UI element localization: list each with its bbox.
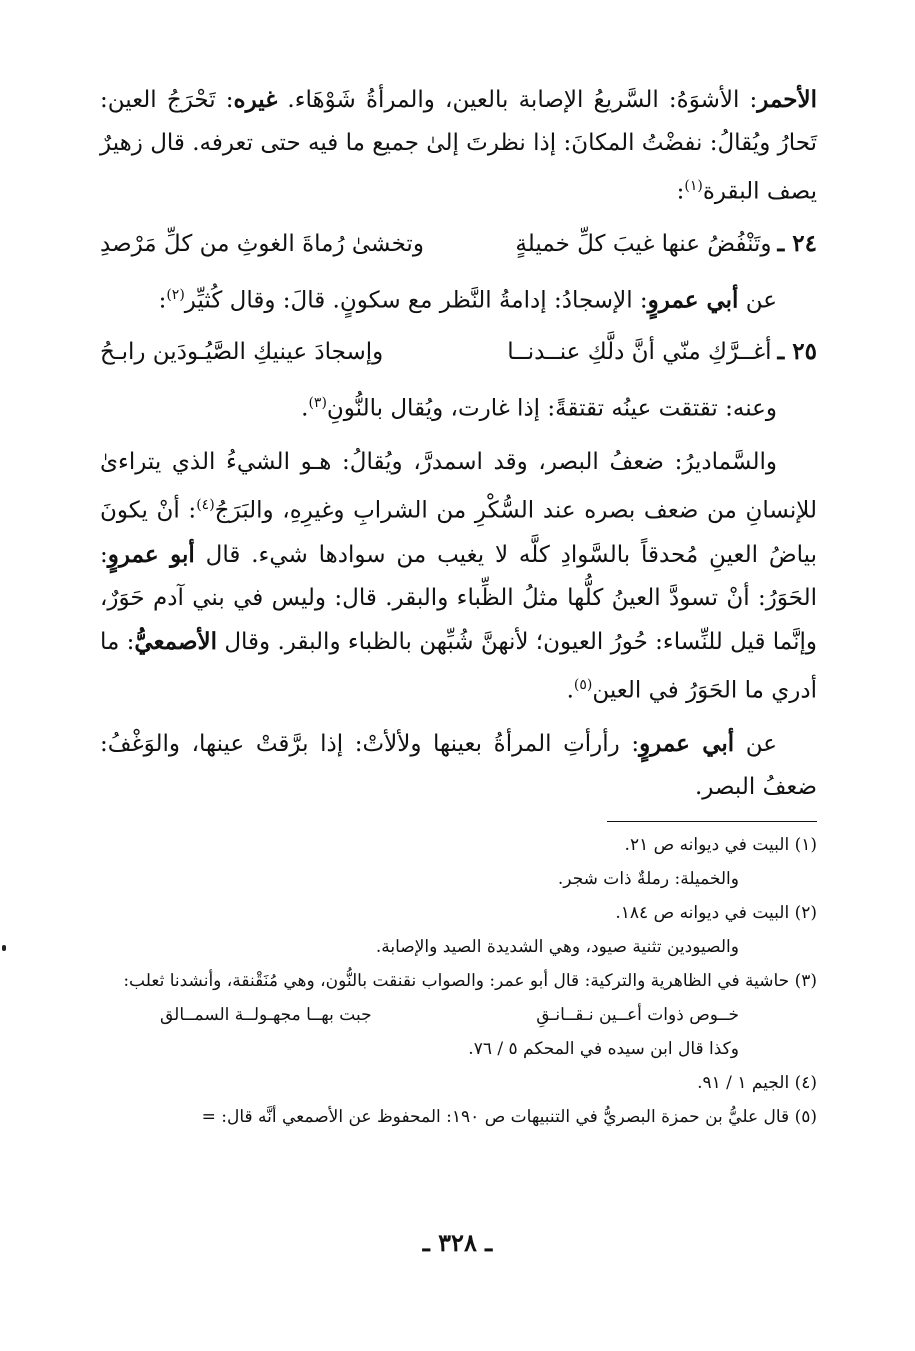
- footnote-ref: (٥): [573, 676, 593, 693]
- author-name: أبو عمروٍ: [107, 540, 195, 568]
- text: : ما أدري ما الحَوَرُ في العين: [100, 628, 817, 704]
- footnote-ref: (٢): [166, 286, 185, 303]
- footnote-ref: (٣): [308, 395, 327, 412]
- text: : رأرأتِ المرأةُ بعينها ولألأتْ: إذا برَّقتْ عينها، والوَغْفُ: ضعفُ البصر.: [100, 731, 817, 801]
- footnote-2: (٢) البيت في ديوانه ص ١٨٤.: [615, 903, 817, 924]
- footnotes: [100, 828, 817, 1134]
- punctuation: .: [566, 677, 574, 704]
- text: وعنه: تقتقت عينُه تقتقةً: إذا غارت، ويُقال بالنُّونِ: [326, 395, 777, 422]
- footnote-4: (٤) الجيم ١ / ٩١.: [697, 1073, 817, 1094]
- punctuation: :: [158, 287, 167, 314]
- paragraph-4: [100, 441, 817, 712]
- verse-second-hemistich: وتخشىٰ رُماةَ الغوثِ من كلِّ مَرْصدِ: [100, 230, 424, 257]
- paragraph-2: [100, 274, 817, 323]
- footnote-3-detail: وكذا قال ابن سيده في المحكم ٥ / ٧٦.: [468, 1039, 739, 1060]
- author-name: الأحمر: [757, 86, 817, 113]
- footnote-ref: (١): [684, 178, 703, 194]
- author-name: أبي عمروٍ: [639, 730, 735, 758]
- text: والسَّماديرُ: ضعفُ البصر، وقد اسمدرَّ، ويُقالُ: هـو الشيءُ الذي يتراءىٰ للإنسانِ من ضعف بصره عند السُّكْرِ من الشرابِ وغيرِهِ، والبَرَجُ: [100, 448, 818, 524]
- punctuation: .: [301, 395, 309, 422]
- emphasis-word: غيره: [233, 86, 278, 113]
- verse-first-hemistich: أغــرَّكِ منّي أنَّ دلَّكِ عنــدنــا: [507, 339, 772, 366]
- verse-first-hemistich: خــوص ذوات أعــين نـقــانـقِ: [536, 1005, 739, 1026]
- footnote-2-detail: والصيودين تثنية صيود، وهي الشديدة الصيد والإصابة.: [375, 937, 739, 958]
- footnote-5: (٥) قال عليُّ بن حمزة البصريُّ في التنبيهات ص ١٩٠: المحفوظ عن الأصمعي أنَّه قال: =: [201, 1107, 817, 1128]
- footnote-ref: (٤): [196, 496, 215, 513]
- margin-speck: [2, 945, 6, 951]
- text: : الحَوَرُ: أنْ تسودَّ العينُ كلُّها مثلُ الظِّباء والبقر. قال: وليس في بني آدم حَوَرٌ، وإنَّما قيل للنِّساء: حُورُ العيون؛ لأنهنَّ شُبِّهن بالظباء والبقر. وقال: [100, 541, 818, 655]
- text: عن: [738, 287, 777, 314]
- text: عن: [734, 731, 777, 758]
- punctuation: :: [676, 178, 685, 205]
- verse-number: ٢٥ ـ: [777, 338, 817, 366]
- paragraph-1: [100, 78, 817, 214]
- text: : الأشوَهُ: السَّريعُ الإصابة بالعين، والمرأةُ شَوْهَاء.: [277, 87, 758, 113]
- author-name: الأصمعيُّ: [134, 627, 218, 655]
- paragraph-5: [100, 722, 817, 809]
- footnote-1: (١) البيت في ديوانه ص ٢١.: [624, 835, 817, 856]
- paragraph-3: [100, 382, 817, 431]
- text: : تَحْرَجُ العين: تَحارُ ويُقالُ: نفضْتُ المكانَ: إذا نظرتَ إلىٰ جميع ما فيه حتى تعرفه. قال زهيرٌ يصف البقرة: [100, 87, 817, 205]
- author-name: أبي عمروٍ: [647, 286, 739, 314]
- page-number: ـ ٣٢٨ ـ: [422, 1228, 493, 1257]
- text: : الإسجادُ: إدامةُ النَّظر مع سكونٍ. قالَ: وقال كُثيِّر: [184, 287, 648, 314]
- footnote-separator: [100, 821, 817, 822]
- verse-24: [100, 222, 817, 266]
- text: : أنْ يكونَ بياضُ العينِ مُحدقاً بالسَّوادِ كلَّه لا يغيب من سوادها شيء. قال: [100, 497, 818, 568]
- verse-second-hemistich: وإسجادَ عينيكِ الصَّيُـودَين رابـحُ: [100, 339, 384, 366]
- footnote-1-detail: والخميلة: رملةٌ ذات شجر.: [557, 869, 739, 890]
- verse-number: ٢٤ ـ: [777, 229, 817, 257]
- verse-second-hemistich: جبت بهــا مجهـولــة السمــالق: [160, 1005, 372, 1026]
- footnote-3: (٣) حاشية في الظاهرية والتركية: قال أبو عمر: والصواب نقنقت بالنُّون، وهي مُنَقْنقة، وأنشدنا ثعلب:: [123, 971, 817, 992]
- separator-line: [607, 821, 817, 822]
- verse-25: [100, 330, 817, 374]
- verse-first-hemistich: وتَنْفُضُ عنها غيبَ كلِّ خميلةٍ: [515, 230, 772, 257]
- footnote-3-verse: [100, 998, 817, 1032]
